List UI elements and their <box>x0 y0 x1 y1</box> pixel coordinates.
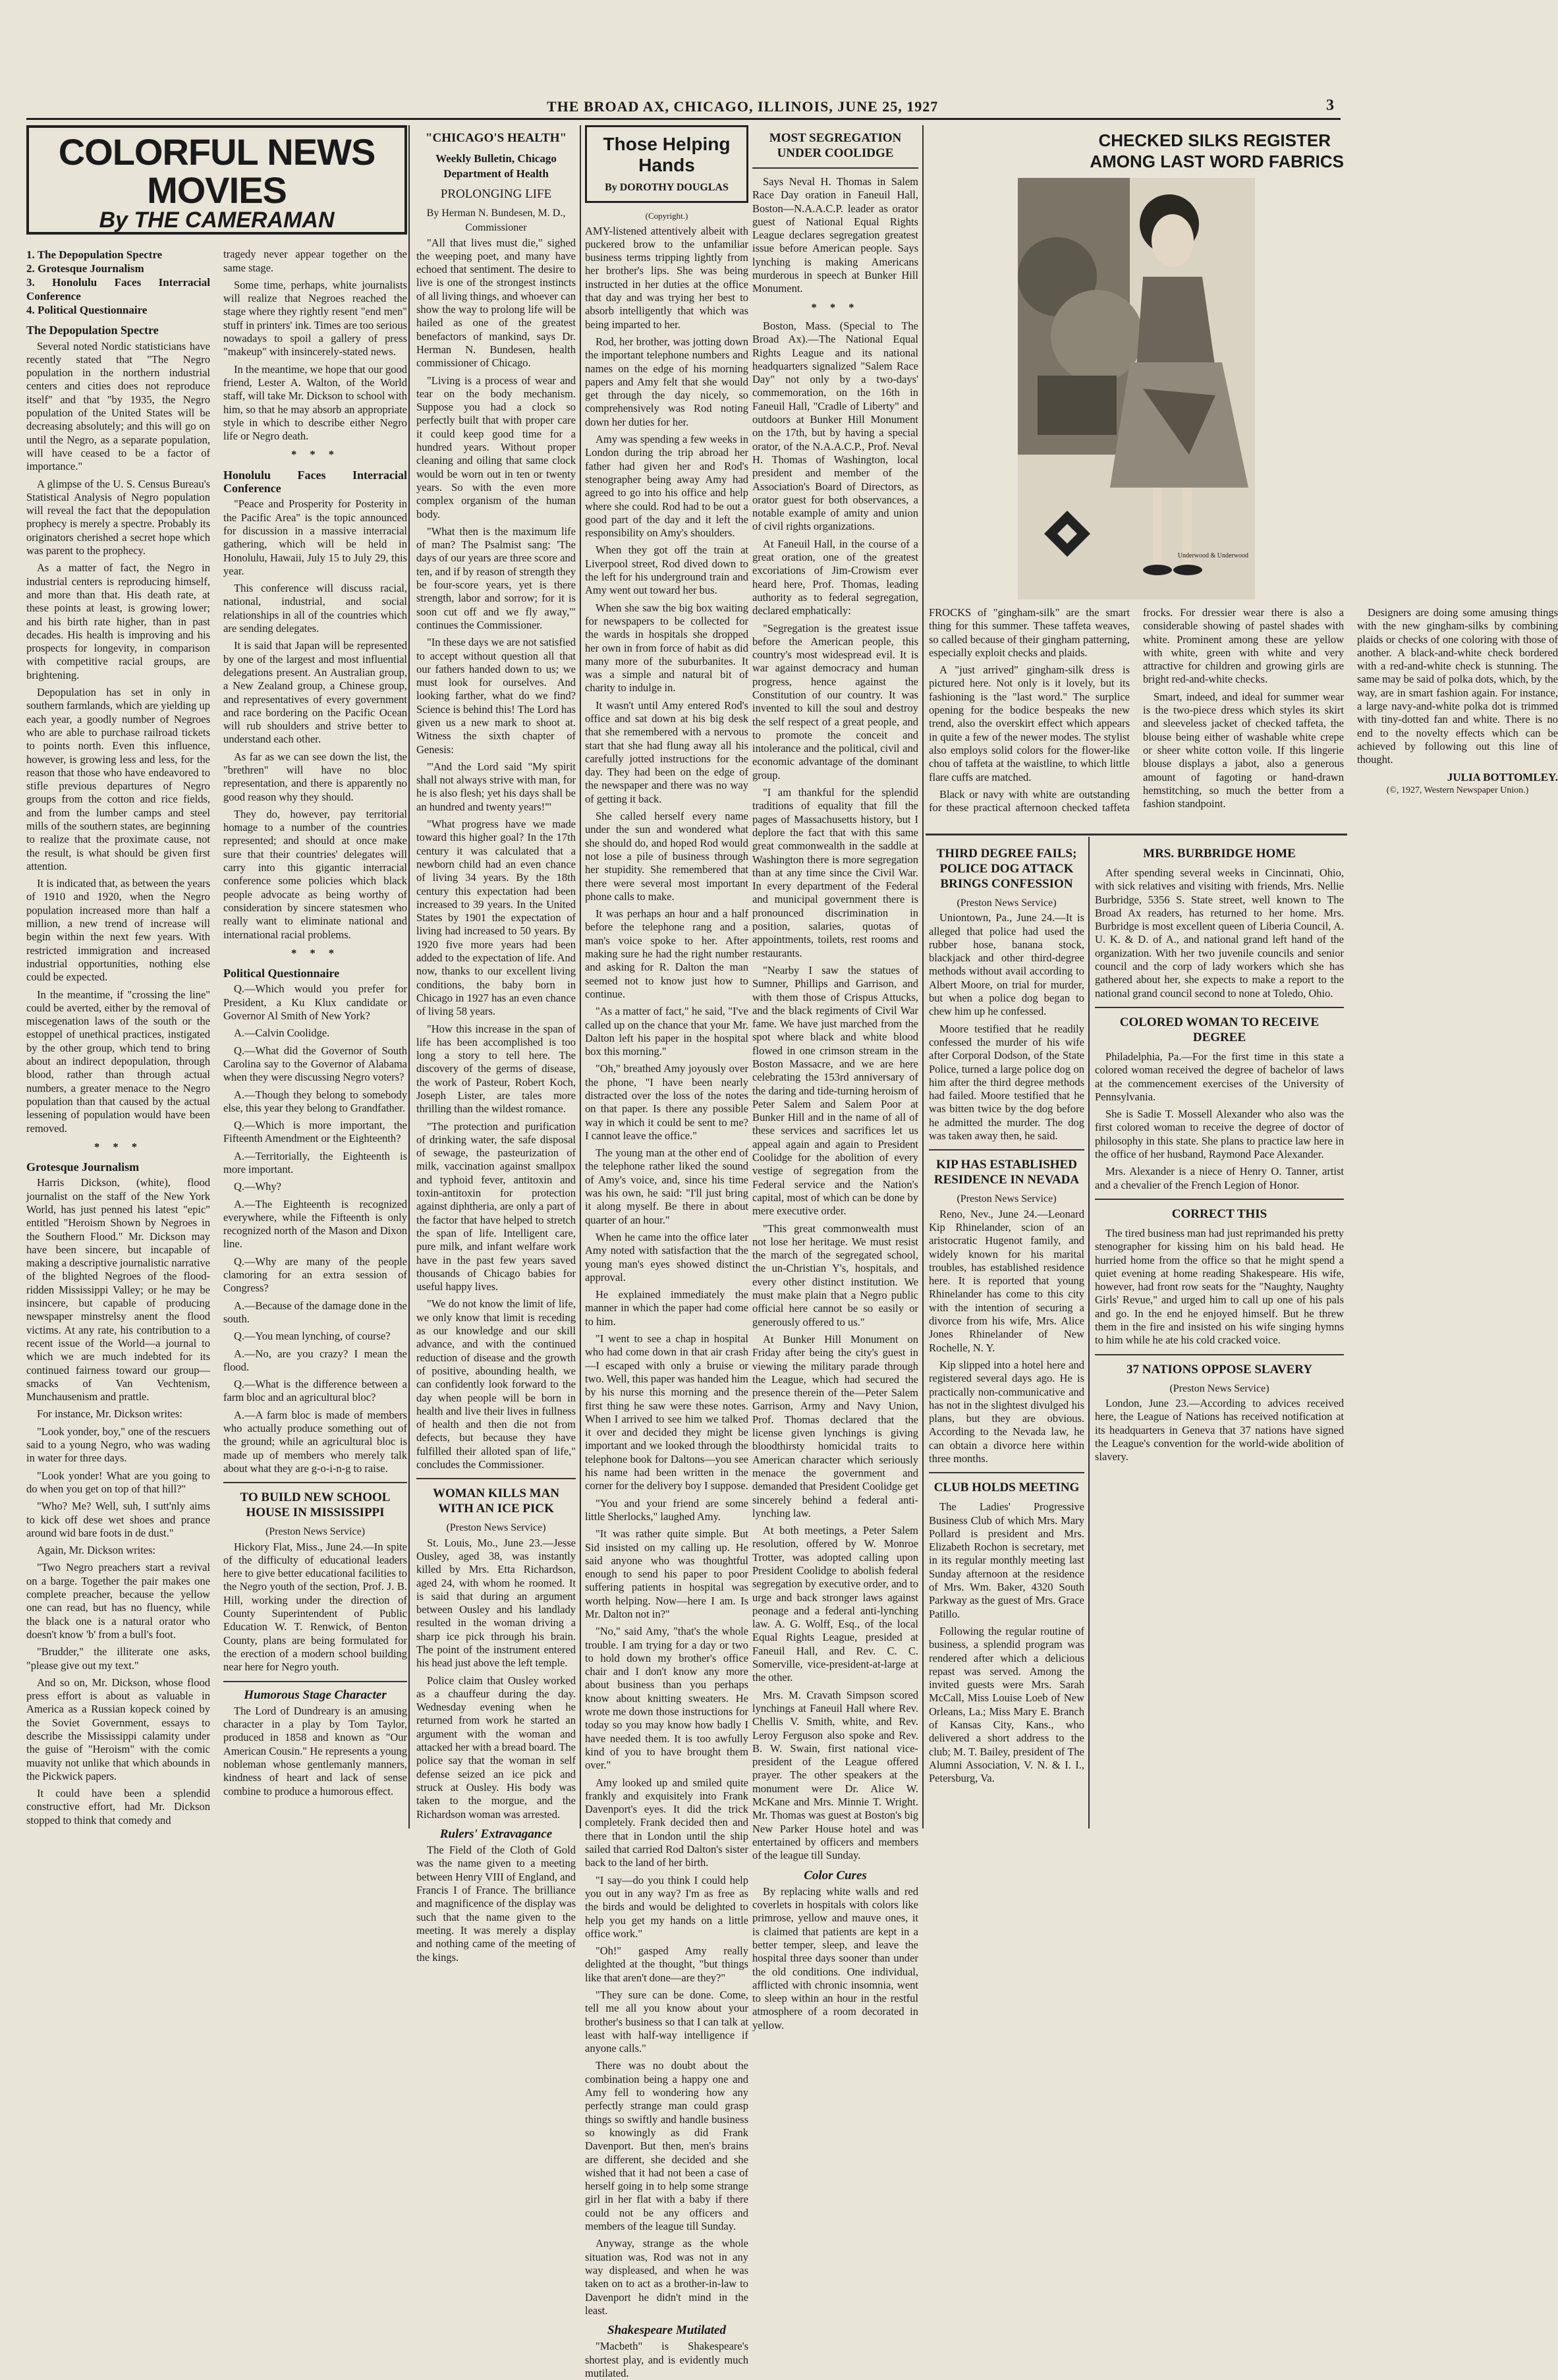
paragraph: Q.—Which would you prefer for President, a Ku Klux candidate or Governor Al Smith of New York? <box>223 982 407 1023</box>
paragraph: At both meetings, a Peter Salem resolution, offered by W. Monroe Trotter, was adopted calling upon President Coolidge to abolish federal segregation by executive order, and to urge and back stronger laws against peonage and a federal anti-lynching law. A. G. Wolff, Esq., of the local Equal Rights League, presided at Faneuil Hall, and Rev. C. C. Somerville, vice-president-at-large at the other. <box>752 1524 918 1684</box>
paragraph: The tired business man had just reprimanded his pretty stenographer for kissing him on his bald head. He hurried home from the office so that he might spend a quiet evening at home reading Shakespeare. His wife, however, had front row seats for the "Naughty, Naughty Girls' Revue," and urged him to call up one of his pals and go. In the end he enjoyed himself. But he threw them in the fire and insisted on his wife singing hymns to him while he ate his cold cracked voice. <box>1095 1226 1345 1347</box>
masthead: THE BROAD AX, CHICAGO, ILLINOIS, JUNE 25, 1927 <box>547 98 939 115</box>
health-subtitle: Weekly Bulletin, Chicago Department of Health <box>435 152 557 180</box>
dateline: (Preston News Service) <box>957 897 1057 909</box>
paragraph: Some time, perhaps, white journalists will realize that Negroes reached the stage where they rightly resent "end men" stuff in printers' ink. Times are too serious nowadays to spoil a gallery of press "makeup" with insincerely-stated news. <box>223 278 407 358</box>
paragraph: When she saw the big box waiting for newspapers to be collected for the wards in hospitals she dropped her own in from force of habit as did many more of the suburbanites. It was a simple and natural bit of charity to indulge in. <box>585 601 748 694</box>
hands-title: Those Helping Hands <box>603 134 731 175</box>
paragraph: "In these days we are not satisfied to accept without question all that our fathers handed down to us; we must look for ourselves. And looking farther, what do we find? Science is behind this! The Lord has given us a new mark to shoot at. Witness the sixth chapter of Genesis: <box>416 636 576 756</box>
hands-column <box>585 125 748 2380</box>
paragraph: St. Louis, Mo., June 23.—Jesse Ousley, aged 38, was instantly killed by Mrs. Etta Richardson, aged 24, with whom he roomed. It is said that during an argument between Ousley and his landlady resulted in the woman driving a sharp ice pick through his brain. The point of the instrument entered his head just above the left temple. <box>416 1536 576 1670</box>
paragraph: It is said that Japan will be represented by one of the largest and most influential delegations present. An Australian group, a New Zealand group, a Chinese group, and representatives of every government and race bordering on the Pacific Ocean will rub shoulders and strive better to understand each other. <box>223 639 407 746</box>
burbridge-headline: MRS. BURBRIDGE HOME <box>1143 847 1296 861</box>
segregation-headline: MOST SEGREGATION UNDER COOLIDGE <box>769 131 902 160</box>
paragraph: "What then is the maximum life of man? The Psalmist sang: 'The days of our years are three score and ten, and if by reason of strength they be four-score years, yet is there strength, labor and sorrow; for it is soon cut off and we fly away,'" continues the Commissioner. <box>416 524 576 631</box>
third-degree-headline: THIRD DEGREE FAILS; POLICE DOG ATTACK BRINGS CONFESSION <box>936 847 1077 891</box>
dateline: (Preston News Service) <box>265 1526 366 1538</box>
color-cures-headline: Color Cures <box>804 1868 867 1883</box>
paragraph: When they got off the train at Liverpool street, Rod dived down to the left for his underground train and Amy went out toward her bus. <box>585 544 748 597</box>
paragraph: A.—The Eighteenth is recognized everywhere, while the Fifteenth is only recognized north of the Mason and Dixon line. <box>223 1197 407 1251</box>
paragraph: Depopulation has set in only in southern farmlands, which are yielding up each year, a goodly number of Negroes who are able to purchase railroad tickets to points north. Even this influence, however, is growing less and less, for the reason that those who have endeavored to stifle previous departures of Negro groups from the cotton and rice fields, and from the lumber camps and steel mills of the southern states, are beginning to realize that the proximate cause, not the result, is what should be given first attention. <box>26 686 210 872</box>
paragraph: "Two Negro preachers start a revival on a barge. Together the pair makes one complete preacher, because the yellow one can read, but has no fluency, while the black one is a natural orator who doesn't know 'b' from a bull's foot. <box>26 1561 210 1641</box>
paragraph: FROCKS of "gingham-silk" are the smart thing for this summer. These taffeta weaves, so called because of their gingham patterning, especially exploit checks and plaids. <box>929 606 1130 659</box>
paragraph: A.—Because of the damage done in the south. <box>223 1299 407 1325</box>
paragraph: At Faneuil Hall, in the course of a great oration, one of the greatest excoriations of Jim-Crowism ever heard here, Prof. Thomas, leading authority as to federal segregation, declared emphatically: <box>752 537 918 617</box>
contents-item: 4. Political Questionnaire <box>26 304 148 317</box>
kip-headline: KIP HAS ESTABLISHED RESIDENCE IN NEVADA <box>933 1158 1080 1187</box>
section-divider: * * * <box>94 1140 142 1153</box>
column-rule <box>1088 837 1090 1828</box>
paragraph: This conference will discuss racial, national, industrial, and social relationships in all of the countries which are sending delegates. <box>223 582 407 635</box>
health-byline-title: Commissioner <box>465 222 527 234</box>
paragraph: Smart, indeed, and ideal for summer wear is the two-piece dress which styles its skirt and sleeveless jacket of checked taffeta, the blouse being either of washable white crepe or sheer white cotton voile. If this lingerie blouse displays a jabot, also a generous amount of fagoting or hand-drawn hemstitching, so much the better from a fashion standpoint. <box>1143 690 1344 810</box>
paragraph: Uniontown, Pa., June 24.—It is alleged that police had used the rubber hose, banana stock, blackjack and other third-degree methods without avail according to Albert Moore, on trial for murder, but when a police dog began to chew him up he confessed. <box>929 911 1084 1018</box>
paragraph: Hickory Flat, Miss., June 24.—In spite of the difficulty of educational leaders here to give better educational facilities to the Negro youth of the section, Prof. J. B. Hill, working under the direction of County Superintendent of Public Education W. T. Renwick, of Benton County, plans are being formulated for the erection of a modern school building near here for Negro youth. <box>223 1540 407 1674</box>
paragraph: When he came into the office later Amy noted with satisfaction that the young man's eyes showed distinct approval. <box>585 1230 748 1284</box>
paragraph: Q.—What is the difference between a farm bloc and an agricultural bloc? <box>223 1378 407 1404</box>
health-title: "CHICAGO'S HEALTH" <box>425 131 567 145</box>
dateline: (Preston News Service) <box>957 1193 1057 1205</box>
column-rule <box>408 125 410 1828</box>
divider <box>1095 1354 1344 1355</box>
paragraph: Q.—What did the Governor of South Carolina say to the Governor of Alabama when they were discussing Negro voters? <box>223 1044 407 1084</box>
paragraph: Reno, Nev., June 24.—Leonard Kip Rhinelander, scion of an aristocratic Hugenot family, and widely known for his marital troubles, has established residence here. It is reported that young Rhinelander has come to this city with the intention of securing a divorce from his wife, Mrs. Alice Jones Rhinelander of New Rochelle, N. Y. <box>929 1207 1084 1354</box>
copyright-note: (Copyright.) <box>645 211 688 221</box>
column-rule <box>580 125 581 1828</box>
stage-headline: Humorous Stage Character <box>244 1687 387 1702</box>
paragraph: Anyway, strange as the whole situation was, Rod was not in any way displeased, and when he was taken on to act as a brother-in-law to Davenport he didn't mind in the least. <box>585 2237 748 2317</box>
paragraph: "You and your friend are some little Sherlocks," laughed Amy. <box>585 1496 748 1523</box>
movies-contents <box>26 248 210 317</box>
paragraph: Boston, Mass. (Special to The Broad Ax).—The National Equal Rights League and its national headquarters signalized "Salem Race Day" not only by a two-days' commemoration, on the 16th in Faneuil Hall, "Cradle of Liberty" and outdoors at Bunker Hill Monument on the 17th, but by having a special orator, of the N.A.A.C.P., Prof. Neval H. Thomas of Washington, local president and member of the Association's Board of Directors, as orator guest for both observances, a notable example of amity and union of civil rights organizations. <box>752 319 918 533</box>
paragraph: "Brudder," the illiterate one asks, "please give out my text." <box>26 1645 210 1672</box>
dateline: (Preston News Service) <box>446 1522 546 1534</box>
movies-body <box>26 248 407 1856</box>
health-topic: PROLONGING LIFE <box>440 187 552 201</box>
health-byline: By Herman N. Bundesen, M. D., <box>426 208 566 219</box>
subhead-grotesque: Grotesque Journalism <box>26 1160 140 1174</box>
section-divider: * * * <box>291 946 339 959</box>
paragraph: "Peace and Prosperity for Posterity in the Pacific Area" is the topic announced for discussion in a massive interracial gathering, which will be held in Honolulu, Hawaii, July 15 to July 29, this year. <box>223 497 407 577</box>
paragraph: It is indicated that, as between the years of 1910 and 1920, when the Negro population increased more than half a million, a new trend of increase will begin within the next few years. With restricted immigration and increased industrial opportunities, nothing else could be expected. <box>26 877 210 984</box>
paragraph: He explained immediately the manner in which the paper had come to him. <box>585 1288 748 1328</box>
paragraph: "They sure can be done. Come, tell me all you know about your brother's business so that I can talk at least with half-way intelligence if anyone calls." <box>585 1989 748 2055</box>
correct-headline: CORRECT THIS <box>1171 1206 1267 1221</box>
health-column <box>416 125 576 1964</box>
paragraph: Mrs. Alexander is a niece of Henry O. Tanner, artist and a chevalier of the French Legion of Honor. <box>1095 1165 1344 1191</box>
paragraph: "'And the Lord said "My spirit shall not always strive with man, for he is also flesh; yet his days shall be an hundred and twenty years!"' <box>416 760 576 813</box>
paragraph: "I say—do you think I could help you out in any way? I'm as free as the birds and would be delighted to help you get my hands on a little office work." <box>585 1873 748 1940</box>
section-divider: * * * <box>291 448 339 461</box>
paragraph: London, June 23.—According to advices received here, the League of Nations has received notification at its headquarters in Geneva that 37 nations have signed the League's convention for the world-wide abolition of slavery. <box>1095 1396 1344 1463</box>
fashion-illustration <box>1018 178 1255 600</box>
paragraph: Moore testified that he readily confessed the murder of his wife after Corporal Dodson, of the State Police, turned a large police dog on him after the third degree methods had failed. Moore testified that he was bitten twice by the dog before he admitted the murder. The dog was taken away then, he said. <box>929 1022 1084 1143</box>
contents-item: 2. Grotesque Journalism <box>26 262 144 275</box>
divider <box>926 834 1347 836</box>
divider <box>223 1681 407 1682</box>
paragraph: "How this increase in the span of life has been accomplished is too long a story to tell here. The discovery of the germs of disease, the work of Pasteur, Robert Koch, Joseph Lister, are tales more thrilling than the wildest romance. <box>416 1022 576 1116</box>
paragraph: "Look yonder! What are you going to do when you get on top of that hill?" <box>26 1469 210 1495</box>
paragraph: A.—Calvin Coolidge. <box>234 1027 330 1040</box>
degree-headline: COLORED WOMAN TO RECEIVE DEGREE <box>1119 1015 1320 1044</box>
paragraph: A.—A farm bloc is made of members who actually produce something out of the ground; while an agricultural bloc is made up of members who merely talk about what they are g-o-i-n-g to raise. <box>223 1408 407 1475</box>
paragraph: "Living is a process of wear and tear on the body mechanism. Suppose you had a clock so perfectly built that with proper care it could keep good time for a hundred years. Without proper cleaning and oiling that same clock would be worn out in ten or twenty years. So with the even more complex organism of the human body. <box>416 374 576 521</box>
shakespeare-headline: Shakespeare Mutilated <box>607 2323 726 2338</box>
section-divider: * * * <box>811 300 860 314</box>
paragraph: Q.—You mean lynching, of course? <box>234 1330 391 1343</box>
hands-byline: By DOROTHY DOUGLAS <box>605 182 729 193</box>
silks-copyright: (©, 1927, Western Newspaper Union.) <box>1386 785 1529 795</box>
paragraph: As far as we can see down the list, the "brethren" will have no bloc representation, and there is apparently no good reason why they should. <box>223 750 407 803</box>
paragraph: Mrs. M. Cravath Simpson scored lynchings at Faneuil Hall where Rev. Chellis V. Smith, white, and Rev. Leroy Ferguson also spoke and Rev. B. W. Swain, first national vice-president of the League offered prayer. The other speakers at the monument were Dr. Alice W. McKane and Mrs. Minnie T. Wright. Mr. Thomas was guest at Boston's big New Parker House hotel and was entertained by officers and members of the league till Sunday. <box>752 1688 918 1862</box>
paragraph: "Look yonder, boy," one of the rescuers said to a young Negro, who was wading in water for three days. <box>26 1425 210 1465</box>
paragraph: They do, however, pay territorial homage to a number of the countries represented; and should at once make sure that their countries' delegates will carry into this gigantic interracial conference some policies which black people advocate as being worthy of consideration by sincere statesmen who really want to eliminate national and international racial problems. <box>223 807 407 941</box>
lower-right-column <box>1095 841 1344 1829</box>
page-number: 3 <box>1326 97 1334 114</box>
paragraph: "Oh," breathed Amy joyously over the phone, "I have been nearly distracted over the loss of the notes on that paper. Is there any possible way in which it could be sent to me? I cannot leave the office." <box>585 1062 748 1142</box>
paragraph: It could have been a splendid constructive effort, had Mr. Dickson stopped to think that comedy and <box>26 1787 210 1827</box>
movies-banner <box>26 125 407 235</box>
paragraph: "No," said Amy, "that's the whole trouble. I am trying for a day or two to hold down my brother's office chair and I don't know any more about business than you perhaps know about knitting sweaters. He wrote me down those instructions for today so you may know how badly I have needed them. It is too awfully kind of you to have brought them over." <box>585 1625 748 1772</box>
paragraph: "Oh!" gasped Amy really delighted at the thought, "but things like that aren't done—are they?" <box>585 1944 748 1984</box>
paragraph: A glimpse of the U. S. Census Bureau's Statistical Analysis of Negro population will reveal the fact that the depopulation prophecy is merely a spectre. Probably its originators cherished a secret hope which was parent to the prophecy. <box>26 477 210 557</box>
paragraph: A "just arrived" gingham-silk dress is pictured here. Not only is it lovely, but its fashioning is the "last word." The surplice opening for the bodice bespeaks the new trend, also the overskirt effect which appears in quite a few of the newer modes. The stylist also employs solid colors for the flower-like chou of taffeta at the waistline, to which little flare cuffs are matched. <box>929 664 1130 783</box>
paragraph: "We do not know the limit of life, we only know that limit is receding as our knowledge and our skill advance, and with the continued reduction of disease and the growth of positive, abounding health, we can confidently look forward to the day when people will be born in health and live their lives in fullness of health and then die not from defects, but because they have fulfilled their alloted span of life," concludes the Commissioner. <box>416 1297 576 1471</box>
divider <box>1095 1007 1344 1008</box>
column-rule <box>922 125 924 1828</box>
paragraph: Says Neval H. Thomas in Salem Race Day oration in Faneuil Hall, Boston—N.A.A.C.P. leader as orator guest of National Equal Rights League declares segregation greatest issue before American people. Says lynching is making Americans murderous in speech at Bunker Hill Monument. <box>752 175 918 295</box>
paragraph: The Field of the Cloth of Gold was the name given to a meeting between Henry VIII of England, and Francis I of France. The brilliance and magnificence of the display was such that the name given to the meeting. It was merely a display and nothing came of the meeting of the kings. <box>416 1844 576 1964</box>
silks-signature: JULIA BOTTOMLEY. <box>1447 770 1558 783</box>
paragraph: Harris Dickson, (white), flood journalist on the staff of the New York World, has just penned his latest "epic" entitled "Heroism Shown by Negroes in the Southern Flood." Mr. Dickson may have been sincere, but incapable of making a descriptive journalistic narrative of the blighted Negroes of the flood-ridden Mississippi Valley; or he may be insincere, but capable of producing newspaper minstrelsy anent the flood victims. At any rate, his contribution to a recent issue of the World—a journal to which we are much indebted for its continued fairness toward our group—smacks of Van Vechtenism, Munchausenism and prattle. <box>26 1176 210 1403</box>
paragraph: Kip slipped into a hotel here and registered several days ago. He is practically non-communicative and has not in the slightest divulged his plans, but they are obvious. According to the Nevada law, he can obtain a divorce here within three months. <box>929 1358 1084 1465</box>
fashion-photo <box>1018 178 1255 600</box>
paragraph: A.—No, are you crazy? I mean the flood. <box>223 1347 407 1373</box>
dateline: (Preston News Service) <box>1169 1382 1269 1394</box>
segregation-column <box>752 125 918 2031</box>
paragraph: By replacing white walls and red coverlets in hospitals with colors like primrose, yellow and mauve ones, it is claimed that patients are kept in a better temper, sleep, and leave the hospital three days sooner than under the old conditions. One individual, afflicted with chronic insomnia, went to sleep within an hour in the restful atmosphere of a room decorated in yellow. <box>752 1884 918 2031</box>
silks-body <box>929 606 1558 824</box>
paragraph: Again, Mr. Dickson writes: <box>37 1544 156 1557</box>
paragraph: "I am thankful for the splendid traditions of equality that fill the pages of Massachusetts history, but I deplore the fact that with this same great commonwealth in the saddle at Washington there is more segregation than at any time since the Civil War. In every department of the Federal and municipal government there is pronounced discrimination in position, salaries, quotas of appointments, toilets, rest rooms and restaurants. <box>752 786 918 959</box>
paragraph: At Bunker Hill Monument on Friday after being the city's guest in viewing the military parade through the League, which had secured the presence therein of the—Peter Salem Garrison, Army and Navy Union, Prof. Thomas declared that the license given lynchings is giving bloodthirsty homicidal traits to American character which seriously menace the government and demanded that President Coolidge get sincerely behind a federal anti-lynching law. <box>752 1332 918 1519</box>
paragraph: "All that lives must die," sighed the weeping poet, and many have echoed that sentiment. The desire to live is one of the strongest instincts of all living things, and whoever can show the way to prolong life will be hailed as one of the greatest benefactors of mankind, says Dr. Herman N. Bundesen, health commissioner of Chicago. <box>416 236 576 370</box>
paragraph: "What progress have we made toward this higher goal? In the 17th century it was calculated that a newborn child had an even chance of living 34 years. By the 18th century this expectation had been increased to 39 years. In the United States by 1901 the expectation of living had increased to 50 years. By 1920 five more years had been added to the expectation of life. And now, thanks to our excellent living conditions, the baby born in Chicago in 1927 has an even chance of living 58 years. <box>416 818 576 1018</box>
paragraph: And so on, Mr. Dickson, whose flood press effort is about as valuable in America as a Russian kopeck coined by the Soviet Government, essays to describe the Mississippi calamity under the guise of "Heroism" with the comic muavity not unlike that which abounds in the Pickwick papers. <box>26 1676 210 1782</box>
paragraph: She is Sadie T. Mossell Alexander who also was the first colored woman to receive the degree of doctor of philosophy in this state. She plans to practice law here in the office of her husband, Raymond Pace Alexander. <box>1095 1108 1344 1161</box>
paragraph: Amy was spending a few weeks in London during the trip abroad her father had given her and Rod's stenographer being away Amy had agreed to go into his office and help where she could. Rod had to be out a good part of the day and it left the responsibility on Amy's shoulders. <box>585 433 748 540</box>
divider <box>416 1478 576 1479</box>
paragraph: As a matter of fact, the Negro in industrial centers is reproducing himself, and more than that. His death rate, at these points at least, is growing lower; and his birth rate higher, than in past decades. His health is improving and his prospects for longevity, in comparison with competitive racial groups, are brightening. <box>26 561 210 681</box>
subhead-questionnaire: Political Questionnaire <box>223 967 340 980</box>
paragraph: tragedy never appear together on the same stage. <box>223 248 407 274</box>
paragraph: For instance, Mr. Dickson writes: <box>37 1407 182 1421</box>
paragraph: Q.—Why? <box>234 1180 281 1193</box>
paragraph: She called herself every name under the sun and wondered what she should do, and hoped Rod would not lose a pile of business through her stupidity. She remembered that there were several most important phone calls to make. <box>585 810 748 903</box>
paragraph: The Lord of Dundreary is an amusing character in a play by Tom Taylor, produced in 1858 and known as "Our American Cousin." He represents a young nobleman whose gentlemanly manners, kindness of heart and lack of sense combine to produce a humorous effect. <box>223 1704 407 1798</box>
paragraph: "The protection and purification of drinking water, the safe disposal of sewage, the pasteurization of milk, vaccination against smallpox and typhoid fever, antitoxin and toxin-antitoxin for protection against diphtheria, are only a part of the factor that have helped to stretch the span of life. Intelligent care, pure milk, and infant welfare work have in the past few years saved thousands of Chicago babies for useful happy lives. <box>416 1119 576 1293</box>
paragraph: In the meantime, we hope that our good friend, Lester A. Walton, of the World staff, will take Mr. Dickson to school with him, so that he may absorb an appropriate style in which to describe either Negro life or Negro death. <box>223 362 408 443</box>
paragraph: After spending several weeks in Cincinnati, Ohio, with sick relatives and visiting with friends, Mrs. Nellie Burbridge, 5356 S. State street, well known to The Broad Ax readers, has returned to her home. Mrs. Burbridge is most excellent queen of Liberia Council, A. U. K. & D. of A., and national grand left hand of the organization. With her two juvenile councils and senior council and the corp of lady workers which she has gathered about her, she expects to make a report to the national grand council second to none at Toledo, Ohio. <box>1095 866 1344 1000</box>
paragraph: There was no doubt about the combination being a happy one and Amy fell to wondering how any perfectly strange man could grasp things so swiftly and handle business so knowingly as did Frank Davenport. But then, men's brains are different, she decided and she wished that it had not been a case of herself going in to help some strange girl in her flat with a baby if there could not be any officers and members of the league till Sunday. <box>585 2059 748 2233</box>
paragraph: "I went to see a chap in hospital who had come down in that air crash—I escaped with only a bruise or two. Well, this paper was handed him by his nurse this morning and the first thing he saw were these notes. When I arrived to see him we talked it over and decided they might be important and we looked through the telephone book for Daltons—you see his name had been written in the corner for the delivery boy I suppose. <box>585 1332 748 1492</box>
lower-left-column <box>929 841 1084 1829</box>
paragraph: AMY-listened attentively albeit with puckered brow to the unfamiliar business terms tripping lightly from her brother's lips. She was being instructed in her duties at the office that day and was trying her best to absorb intelligently that which was being imparted to her. <box>585 224 748 331</box>
paragraph: The young man at the other end of the telephone rather liked the sound of Amy's voice, and, since his time was his own, he said: "I'll just bring it along myself. Be there in about quarter of an hour." <box>585 1147 748 1226</box>
club-headline: CLUB HOLDS MEETING <box>933 1481 1080 1495</box>
silks-article <box>929 125 1558 834</box>
silks-headline-1: CHECKED SILKS REGISTER <box>1098 130 1331 150</box>
hands-banner <box>585 125 748 203</box>
paragraph: "Who? Me? Well, suh, I sutt'nly aims to kick off dese wet shoes and prance around wid bare foots in de dust." <box>26 1500 210 1539</box>
paragraph: Black or navy with white are outstanding for these practical afternoon checked taffeta frocks. For dressier wear there is also a considerable showing of pastel shades with white. Prominent among these are yellow with white, green with white and very attractive for children and growing girls are bright red-and-white checks. <box>929 606 1344 814</box>
paragraph: Designers are doing some amusing things with the new gingham-silks by combining plaids or checks of one coloring with those of another. A black-and-white check bordered with a red-and-white check is stunning. The same may be said of polka dots, which, by the way, are in smart fashion again. For instance, a large navy-and-white polka dot is trimmed with tiny-dotted fan and white. There is no end to the novelty effects which can be achieved by following out this line of thought. <box>1357 606 1558 766</box>
paragraph: Q.—Why are many of the people clamoring for an extra session of Congress? <box>223 1255 407 1295</box>
divider <box>929 1472 1084 1473</box>
woman-headline: WOMAN KILLS MAN WITH AN ICE PICK <box>432 1487 560 1516</box>
paragraph: "This great commonwealth must not lose her heritage. We must resist the march of the segregated school, the un-Christian Y's, hospitals, and every other distinct institution. We must make plain that a Negro public official here cannot be so easily or generously offered to us." <box>752 1222 918 1328</box>
paragraph: Police claim that Ousley worked as a chauffeur during the day. Wednesday evening when he returned from work he started an argument with the woman and attacked her with a bread board. The police say that the woman in self defense seized an ice pick and struck at Ousley. His body was taken to the morgue, and the Richardson woman was arrested. <box>416 1674 576 1821</box>
paragraph: Rod, her brother, was jotting down the important telephone numbers and names on the edge of his morning papers and Amy felt that she would get through the day nicely, so comprehensively was Rod noting down her duties for her. <box>585 335 748 428</box>
paragraph: In the meantime, if "crossing the line" could be averted, either by the removal of miscegenation laws of the south or the estoppel of unethical practices, instigated by the other group, which tend to bring about an indirect depopulation, through blood, rather than through actual numbers, a greater menace to the Negro population than that caused by the actual lessening of population would have been removed. <box>26 988 210 1135</box>
contents-item: 3. Honolulu Faces Interracial Conference <box>26 276 210 303</box>
paragraph: "Nearby I saw the statues of Sumner, Phillips and Garrison, and with them those of Crispus Attucks, and the black regiments of Civil War fame. We have just marched from the spot where black and white blood flowed in one crimson stream in the Boston Massacre, and we are here celebrating the 153rd anniversary of the daring and tide-turning heroism of Peter Salem and Salem Poor at Bunker Hill and in the name of all of these services and sacrifices let us appeal again and again to President Coolidge for the abolition of every vestige of segregation from the Federal service and the Nation's capital, most of which can be done by mere executive order. <box>752 963 918 1218</box>
divider <box>1095 1199 1344 1200</box>
contents-item: 1. The Depopulation Spectre <box>26 248 163 262</box>
paragraph: "As a matter of fact," he said, "I've called up on the chance that your Mr. Dalton left his paper in the hospital box this morning." <box>585 1005 748 1058</box>
rulers-headline: Rulers' Extravagance <box>439 1827 553 1841</box>
paragraph: It was perhaps an hour and a half before the telephone rang and a man's voice spoke to her. After making sure he had the right number and asking for R. Dalton the man seemed not to know just how to continue. <box>585 907 748 1000</box>
paragraph: A.—Though they belong to somebody else, this year they belong to Grandfather. <box>223 1088 407 1114</box>
nations-headline: 37 NATIONS OPPOSE SLAVERY <box>1126 1362 1313 1376</box>
paragraph: Following the regular routine of business, a splendid program was rendered after which a delicious repast was served. Among the invited guests were Mrs. Sarah McCall, Miss Louise Loeb of New Orleans, La.; Miss Mary E. Branch of Kansas City, Kans., who delivered a short address to the club; M. T. Bailey, president of The Alumni Association, V. N. & I. I., Petersburg, Va. <box>929 1624 1084 1785</box>
divider <box>929 1149 1084 1150</box>
movies-byline: By THE CAMERAMAN <box>99 208 335 233</box>
paragraph: Q.—Which is more important, the Fifteenth Amendment or the Eighteenth? <box>223 1119 407 1145</box>
silks-headline-2: AMONG LAST WORD FABRICS <box>1090 152 1344 171</box>
page-header <box>26 96 1341 120</box>
paragraph: Several noted Nordic statisticians have recently stated that "The Negro population in the northern industrial centers and cities does not reproduce itself" and that "by 1935, the Negro population of the United States will be decreasing absolutely; and this will go on until the Negro, as a separate population, will have ceased to be a factor of importance." <box>26 339 210 473</box>
divider <box>223 1482 407 1483</box>
photo-credit: Underwood & Underwood <box>1177 552 1248 559</box>
paragraph: It wasn't until Amy entered Rod's office and sat down at his big desk that she remembered with a nervous start that she had flung away all his carefully jotted instructions for the day. They had been on the edge of the newspaper and there was no way of getting it back. <box>585 698 748 805</box>
subhead-depopulation: The Depopulation Spectre <box>26 324 159 337</box>
paragraph: A.—Territorially, the Eighteenth is more important. <box>223 1149 407 1176</box>
school-headline: TO BUILD NEW SCHOOL HOUSE IN MISSISSIPPI <box>240 1490 391 1520</box>
subhead-honolulu: Honolulu Faces Interracial Conference <box>223 468 407 496</box>
movies-title: COLORFUL NEWS MOVIES <box>58 131 376 211</box>
paragraph: Amy looked up and smiled quite frankly and exquisitely into Frank Davenport's eyes. It did the trick completely. Frank decided then and there that in London until the ship sailed that carried Rod Dalton's sister back to the land of her birth. <box>585 1776 748 1869</box>
paragraph: Philadelphia, Pa.—For the first time in this state a colored woman received the degree of bachelor of laws at the commencement exercises of the University of Pennsylvania. <box>1095 1050 1344 1103</box>
paragraph: The Ladies' Progressive Business Club of which Mrs. Mary Pollard is president and Mrs. Elizabeth Rochon is secretary, met in its regular monthly meeting last Sunday afternoon at the residence of Mrs. Wm. Baker, 4320 South Parkway as the guest of Mrs. Grace Patillo. <box>929 1500 1084 1620</box>
paragraph: "Segregation is the greatest issue before the American people, this country's most widespread evil. It is war against democracy and human progress, hence against the Constitution of our country. It was invented to kill the soul and destroy the self respect of a great people, and to promote the conceit and intolerance and the political, civil and economic advantage of the dominant group. <box>752 621 918 781</box>
paragraph: "Macbeth" is Shakespeare's shortest play, and is evidently much mutilated. <box>585 2340 748 2380</box>
paragraph: "It was rather quite simple. But Sid insisted on my calling up. He said anyone who was thoughtful enough to send his paper to poor suffering patients in hospital was worth helping. Now—here I am. Is Mr. Dalton not in?" <box>585 1527 748 1620</box>
movies-article <box>26 125 407 1832</box>
divider <box>752 167 918 169</box>
